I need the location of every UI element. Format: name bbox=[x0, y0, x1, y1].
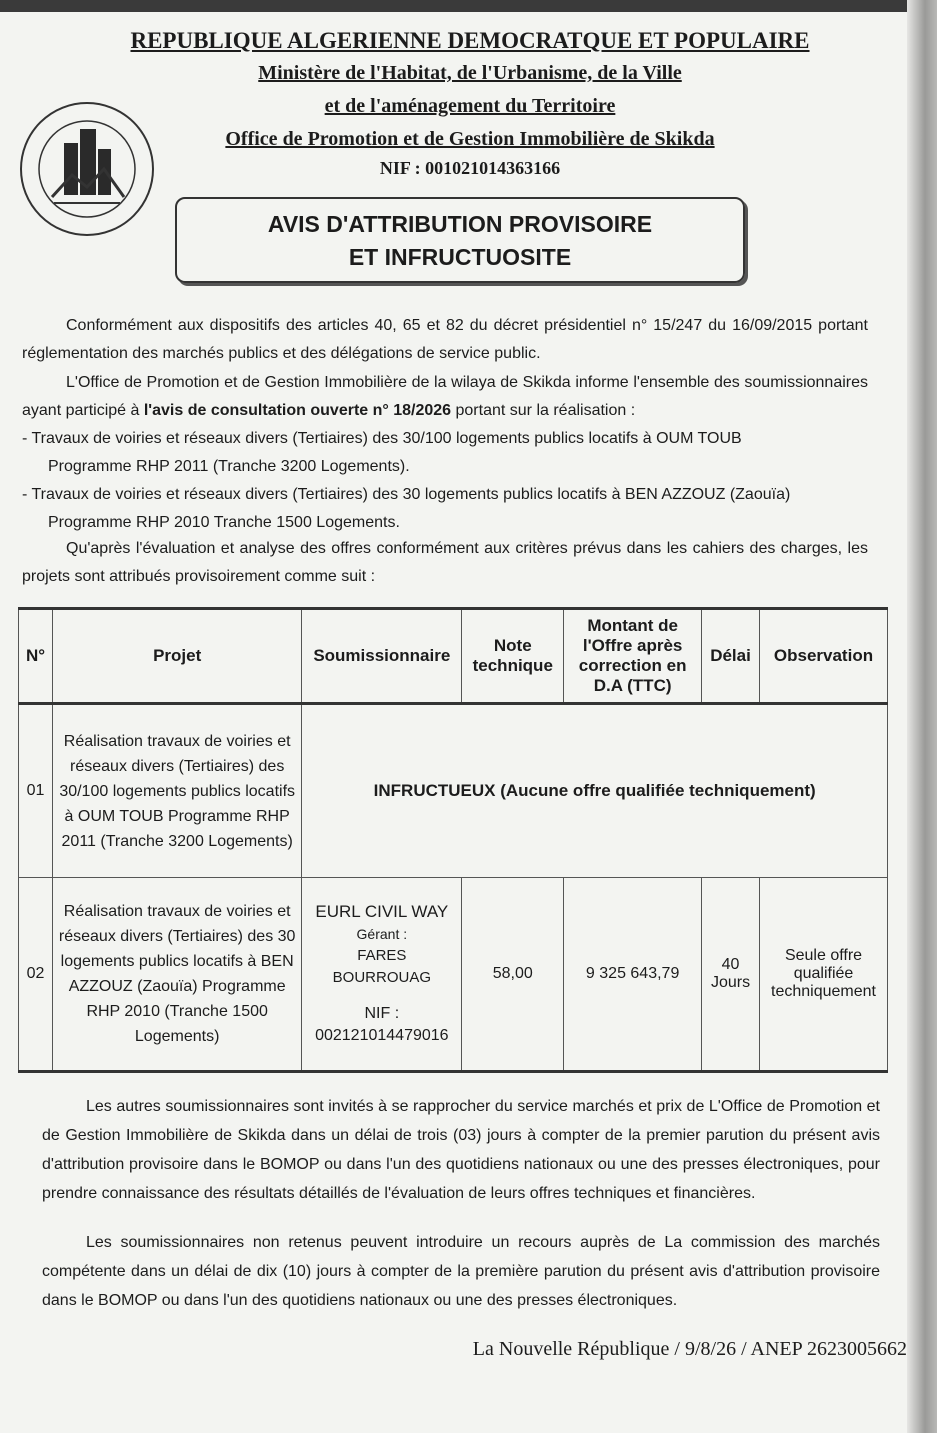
page-edge-shadow bbox=[907, 0, 937, 1433]
col-header-projet: Projet bbox=[52, 609, 301, 704]
row2-soumissionnaire bbox=[302, 878, 462, 1072]
row2-soum-nif-label: NIF : bbox=[364, 1005, 400, 1022]
publication-footer: La Nouvelle République / 9/8/26 / ANEP 2623005662 bbox=[472, 1338, 907, 1360]
table-row bbox=[19, 704, 888, 878]
row2-num: 02 bbox=[19, 878, 53, 1072]
closing-paragraph-2: Les soumissionnaires non retenus peuvent introduire un recours auprès de La commission des marchés compétente dans un délai de dix (10) jours à compter de la première parution du présent avis d'attribution provisoire dans le BOMOP ou dans l'un des quotidiens nationaux ou une des presses électroniques. bbox=[42, 1234, 880, 1309]
bullet-item-1 bbox=[22, 425, 868, 481]
row2-soum-gerant-label: Gérant : bbox=[356, 926, 408, 942]
header-republic: REPUBLIQUE ALGERIENNE DEMOCRATQUE ET POPULAIRE bbox=[130, 28, 810, 53]
col-header-note: Note technique bbox=[462, 609, 564, 704]
col-header-num: N° bbox=[19, 609, 53, 704]
intro-paragraph-3: Qu'après l'évaluation et analyse des offres conformément aux critères prévus dans les cahiers des charges, les projets sont attribués provisoirement comme suit : bbox=[22, 540, 868, 585]
intro-p2-text bbox=[22, 369, 868, 425]
bullet-2-line-b: Programme RHP 2010 Tranche 1500 Logements. bbox=[48, 514, 400, 531]
bullet-1-line-a: - Travaux de voiries et réseaux divers (Tertiaires) des 30/100 logements publics locatifs à OUM TOUB bbox=[22, 430, 742, 447]
bullet-item-2 bbox=[22, 481, 868, 537]
intro-paragraph-2 bbox=[22, 369, 868, 537]
row2-delai bbox=[702, 878, 760, 1072]
notice-title-box bbox=[175, 197, 745, 283]
bullet-1-line-b: Programme RHP 2011 (Tranche 3200 Logements). bbox=[48, 458, 410, 475]
row2-observation: Seule offre qualifiée techniquement bbox=[760, 878, 888, 1072]
notice-title-line1: AVIS D'ATTRIBUTION PROVISOIRE bbox=[267, 211, 653, 237]
consultation-reference: l'avis de consultation ouverte n° 18/2026 bbox=[143, 402, 452, 419]
bullet-2-line-a: - Travaux de voiries et réseaux divers (Tertiaires) des 30 logements publics locatifs à BEN AZZOUZ (Zaouïa) bbox=[22, 486, 791, 503]
row1-projet: Réalisation travaux de voiries et réseaux divers (Tertiaires) des 30/100 logements publics locatifs à OUM TOUB Programme RHP 2011 (Tranche 3200 Logements) bbox=[52, 704, 301, 878]
col-header-soumissionnaire: Soumissionnaire bbox=[302, 609, 462, 704]
col-header-observation: Observation bbox=[760, 609, 888, 704]
row1-num: 01 bbox=[19, 704, 53, 878]
row1-infructueux: INFRUCTUEUX (Aucune offre qualifiée techniquement) bbox=[302, 704, 888, 878]
row2-note: 58,00 bbox=[462, 878, 564, 1072]
col-header-montant: Montant de l'Offre après correction en D.A (TTC) bbox=[564, 609, 702, 704]
intro-paragraph-1: Conformément aux dispositifs des articles 40, 65 et 82 du décret présidentiel n° 15/247 du 16/09/2015 portant réglementation des marchés publics et des délégations de service public. bbox=[22, 317, 868, 362]
table-header-row bbox=[19, 609, 888, 704]
header-ministry: Ministère de l'Habitat, de l'Urbanisme, de la Ville bbox=[258, 62, 682, 84]
col-header-delai: Délai bbox=[702, 609, 760, 704]
intro-p2-start: L'Office de Promotion et de Gestion Immobilière de la wilaya de Skikda informe l'ensemble des soumissionnaires ayant participé à bbox=[22, 374, 868, 419]
attribution-table bbox=[18, 607, 888, 1073]
closing-paragraph-1: Les autres soumissionnaires sont invités à se rapprocher du service marchés et prix de L'Office de Promotion et de Gestion Immobilière de Skikda dans un délai de trois (03) jours à compter de la premier parution du présent avis d'attribution provisoire dans le BOMOP ou dans l'un des quotidiens nationaux ou une des presses électroniques, pour prendre connaissance des résultats détaillés de l'évaluation de leurs offres techniques et financières. bbox=[42, 1098, 880, 1202]
top-border bbox=[0, 0, 937, 12]
intro-p2-end: portant sur la réalisation : bbox=[451, 402, 636, 419]
row2-delai-unit: Jours bbox=[710, 974, 751, 991]
row2-projet: Réalisation travaux de voiries et réseaux divers (Tertiaires) des 30 logements publics locatifs à BEN AZZOUZ (Zaouïa) Programme RHP 2010 (Tranche 1500 Logements) bbox=[52, 878, 301, 1072]
header-office: Office de Promotion et de Gestion Immobilière de Skikda bbox=[225, 128, 715, 150]
header-ministry-cont: et de l'aménagement du Territoire bbox=[324, 95, 616, 117]
row2-delai-num: 40 bbox=[721, 956, 740, 973]
row2-soum-name: EURL CIVIL WAY bbox=[315, 902, 449, 921]
row2-soum-nif: 002121014479016 bbox=[315, 1027, 449, 1044]
row2-montant: 9 325 643,79 bbox=[564, 878, 702, 1072]
row2-soum-gerant-name: FARES BOURROUAG bbox=[332, 947, 431, 986]
notice-title-line2: ET INFRUCTUOSITE bbox=[348, 244, 572, 270]
table-row bbox=[19, 878, 888, 1072]
header-nif: NIF : 001021014363166 bbox=[379, 158, 561, 178]
